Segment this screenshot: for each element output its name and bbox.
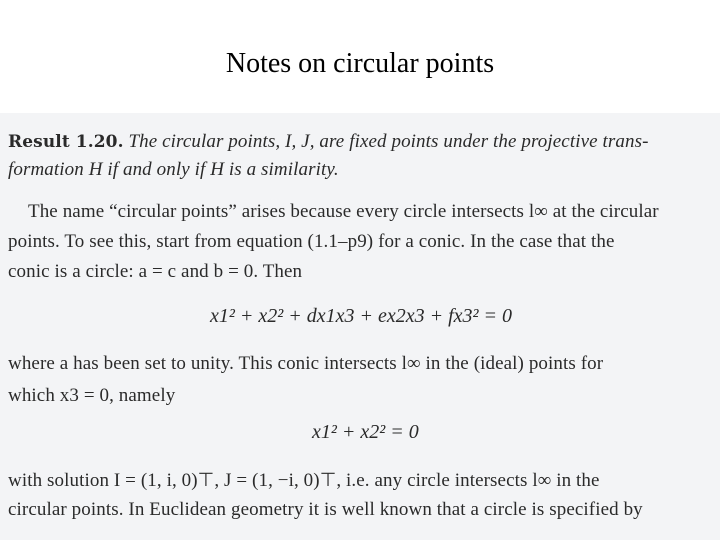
- paragraph-2-line-2: which x3 = 0, namely: [8, 385, 176, 406]
- result-statement-1: The circular points, I, J, are fixed points under the projective trans-: [128, 131, 649, 152]
- paragraph-1-line-3: conic is a circle: a = c and b = 0. Then: [8, 261, 303, 282]
- result-label: Result 1.20.: [8, 132, 124, 152]
- paragraph-1-line-1: The name “circular points” arises because every circle intersects l∞ at the circular: [28, 201, 659, 222]
- result-line-2: formation H if and only if H is a similarity.: [8, 159, 339, 180]
- slide-title: Notes on circular points: [225, 48, 495, 79]
- equation-conic: x1² + x2² + dx1x3 + ex2x3 + fx3² = 0: [210, 305, 513, 327]
- paragraph-3-line-1: with solution I = (1, i, 0)⊤, J = (1, −i, 0)⊤, i.e. any circle intersects l∞ in the: [8, 470, 600, 491]
- paragraph-3-line-2: circular points. In Euclidean geometry it is well known that a circle is specified by: [8, 499, 643, 520]
- result-line-1: [8, 131, 649, 153]
- paragraph-2-line-1: where a has been set to unity. This conic intersects l∞ in the (ideal) points for: [8, 353, 604, 374]
- equation-ideal-points: x1² + x2² = 0: [312, 421, 419, 443]
- scanned-text-excerpt: [0, 113, 720, 540]
- paragraph-1-line-2: points. To see this, start from equation (1.1–p9) for a conic. In the case that the: [8, 231, 615, 252]
